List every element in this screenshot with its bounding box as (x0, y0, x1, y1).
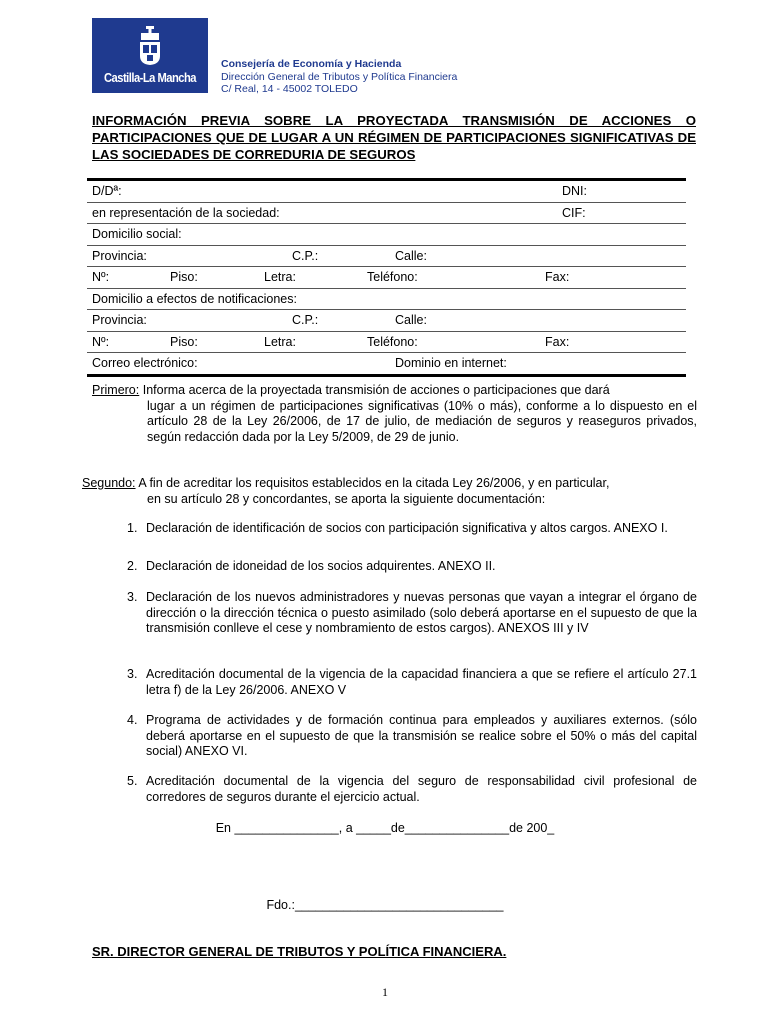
piso-label: Piso: (170, 270, 198, 284)
fax-label: Fax: (545, 270, 570, 284)
addressee: SR. DIRECTOR GENERAL DE TRIBUTOS Y POLÍTICA FINANCIERA. (92, 944, 507, 959)
correo-label: Correo electrónico: (92, 356, 198, 370)
documents-list (127, 0, 697, 1024)
calle-label: Calle: (395, 313, 427, 327)
place-date-line: En _______________, a _____de_______________de 200_ (215, 821, 555, 835)
logo-text: Castilla-La Mancha (104, 70, 196, 85)
item-number: 3. (127, 667, 138, 681)
signature-line: Fdo.:______________________________ (266, 898, 504, 912)
telefono-label: Teléfono: (367, 334, 418, 349)
domicilio-social-label: Domicilio social: (92, 227, 182, 241)
provincia-label: Provincia: (92, 248, 147, 263)
dominio-label: Dominio en internet: (395, 356, 507, 370)
department-name: Consejería de Economía y Hacienda (221, 58, 402, 70)
primero-first-line: Informa acerca de la proyectada transmisión de acciones o participaciones que dará (142, 383, 610, 397)
segundo-first-line: A fin de acreditar los requisitos establecidos en la citada Ley 26/2006, y en particular, (138, 476, 610, 490)
page-number: 1 (382, 985, 388, 999)
item-text: Declaración de idoneidad de los socios adquirentes. ANEXO II. (146, 559, 496, 573)
item-text: Programa de actividades y de formación continua para empleados y auxiliares externos. (sólo deberá aportarse en el supuesto de que la transmisión se realice sobre el 50% o más del capital social) ANEXO VI. (146, 713, 697, 758)
numero-label: Nº: (92, 334, 110, 349)
dni-label: DNI: (562, 184, 587, 198)
name-label: D/Dª: (92, 184, 122, 198)
directorate-name: Dirección General de Tributos y Política Financiera (221, 70, 458, 83)
office-address: C/ Real, 14 - 45002 TOLEDO (221, 83, 358, 95)
item-number: 3. (127, 590, 138, 604)
letra-label: Letra: (264, 270, 296, 284)
item-text: Acreditación documental de la vigencia de la capacidad financiera a que se refiere el artículo 27.1 letra f) de la Ley 26/2006. ANEXO V (146, 667, 697, 697)
fax-label: Fax: (545, 334, 570, 349)
primero-lead: Primero: (92, 383, 140, 397)
item-text: Declaración de los nuevos administradores y nuevas personas que vayan a integrar el órgano de dirección o la dirección técnica o puesto asimilado (solo deberá aportarse en el supuesto de que la transmisión conlleve el cese y nombramiento de estos cargos). ANEXOS III y IV (146, 590, 697, 635)
item-number: 5. (127, 774, 138, 788)
numero-label: Nº: (92, 270, 110, 284)
item-number: 4. (127, 713, 138, 727)
segundo-body: en su artículo 28 y concordantes, se aporta la siguiente documentación: (147, 491, 546, 506)
document-title: INFORMACIÓN PREVIA SOBRE LA PROYECTADA TRANSMISIÓN DE ACCIONES O PARTICIPACIONES QUE DE LUGAR A UN RÉGIMEN DE PARTICIPACIONES SIGNIFICATIVAS DE LAS SOCIEDADES DE CORREDURIA DE SEGUROS (92, 113, 696, 162)
cp-label: C.P.: (292, 313, 319, 327)
item-number: 2. (127, 559, 138, 573)
calle-label: Calle: (395, 248, 427, 263)
item-number: 1. (127, 521, 138, 535)
primero-body: lugar a un régimen de participaciones significativas (10% o más), conforme a lo dispuesto en el artículo 28 de la Ley 26/2006, de 17 de julio, de mediación de seguros y reaseguros privados, según redacción dada por la Ley 5/2009, de 29 de junio. (147, 398, 697, 444)
cif-label: CIF: (562, 205, 586, 220)
telefono-label: Teléfono: (367, 270, 418, 284)
representation-label: en representación de la sociedad: (92, 205, 280, 220)
item-text: Acreditación documental de la vigencia del seguro de responsabilidad civil profesional de corredores de seguros durante el ejercicio actual. (146, 774, 697, 804)
letra-label: Letra: (264, 334, 296, 349)
segundo-lead: Segundo: (82, 476, 136, 490)
piso-label: Piso: (170, 334, 198, 349)
provincia-label: Provincia: (92, 313, 147, 327)
cp-label: C.P.: (292, 248, 319, 263)
item-text: Declaración de identificación de socios con participación significativa y altos cargos. ANEXO I. (146, 521, 668, 535)
domicilio-notificaciones-label: Domicilio a efectos de notificaciones: (92, 291, 297, 306)
